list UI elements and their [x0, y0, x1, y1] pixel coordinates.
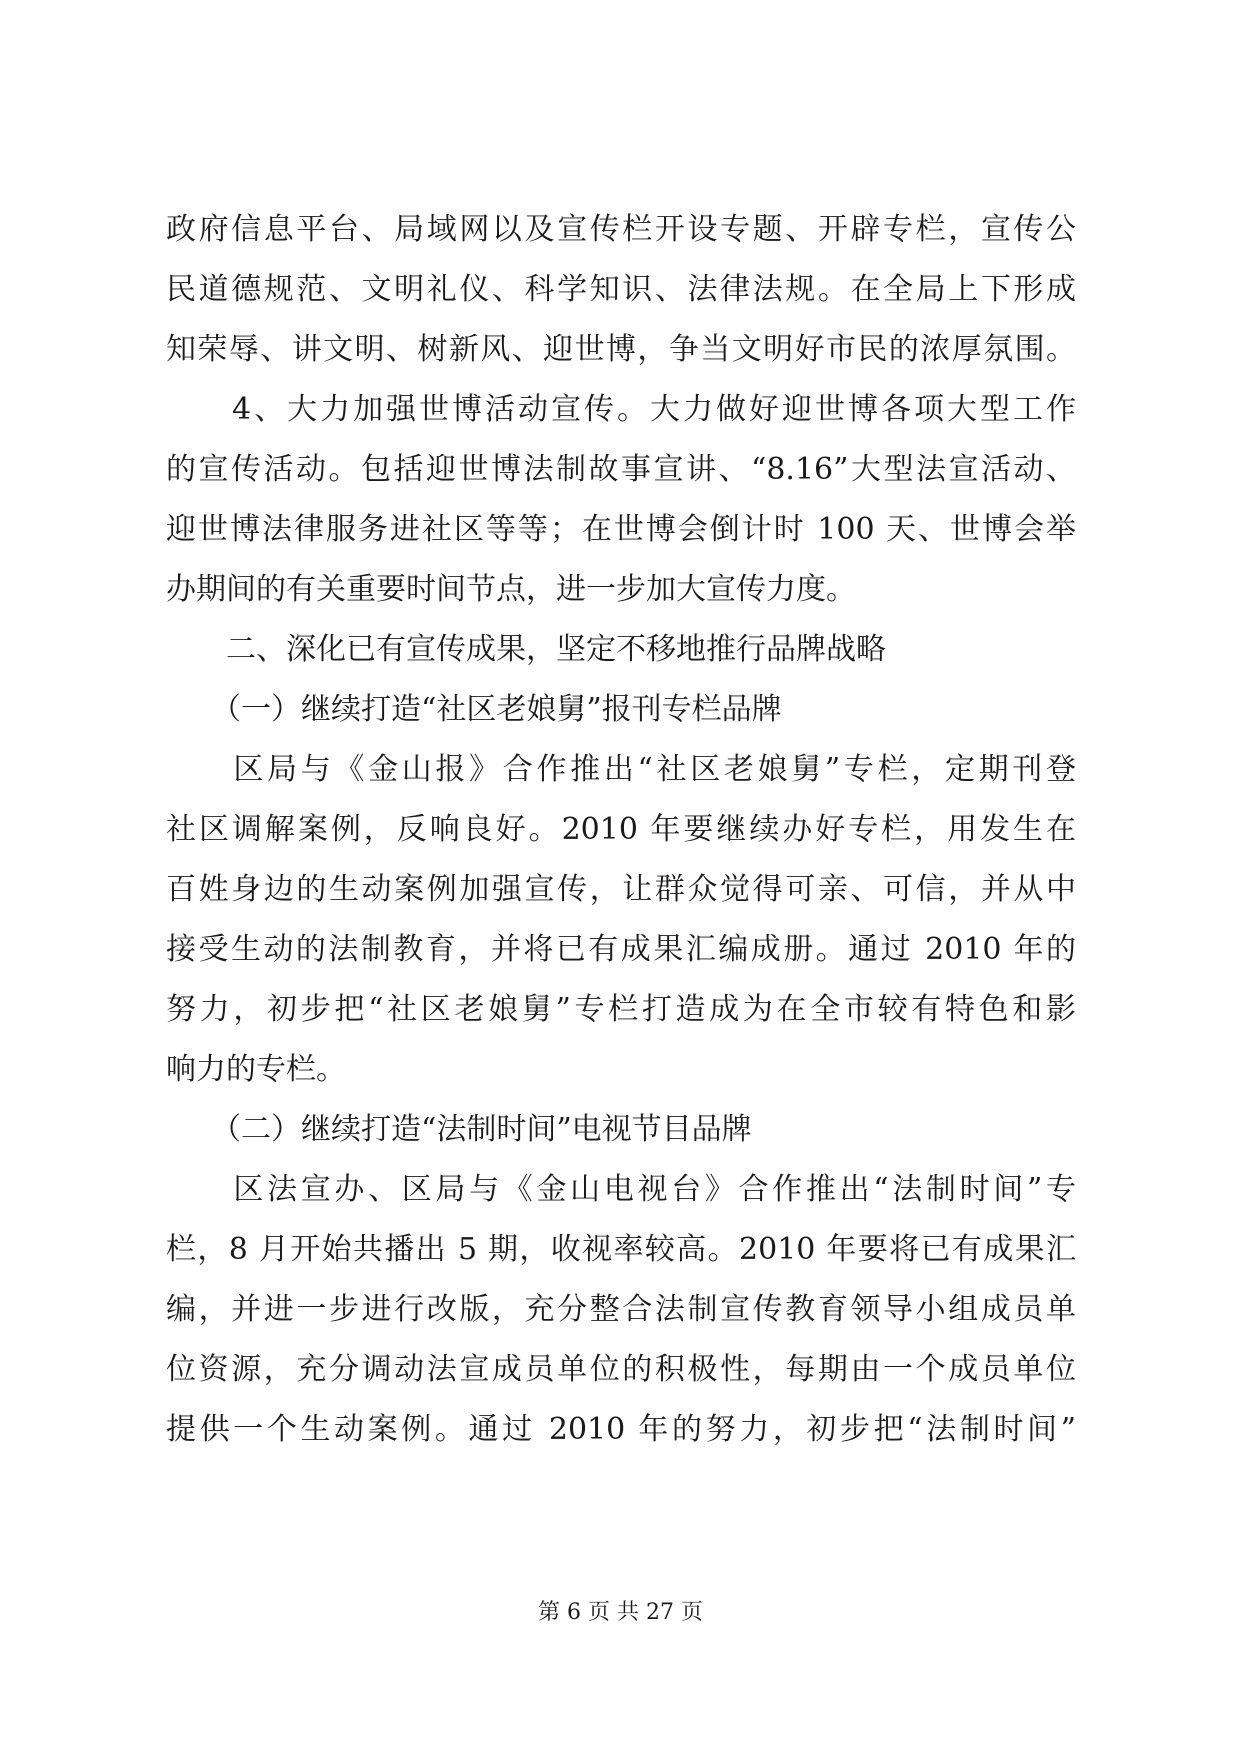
body-text-line: 民道德规范、文明礼仪、科学知识、法律法规。在全局上下形成	[166, 272, 1076, 307]
subsection-heading: （二）继续打造“法制时间”电视节目品牌	[166, 1112, 752, 1147]
body-text-line: 知荣辱、讲文明、树新风、迎世博，争当文明好市民的浓厚氛围。	[166, 332, 1076, 367]
subsection-heading: （一）继续打造“社区老娘舅”报刊专栏品牌	[166, 692, 782, 727]
body-text-line: 百姓身边的生动案例加强宣传，让群众觉得可亲、可信，并从中	[166, 872, 1076, 907]
body-text-line: 栏，8 月开始共播出 5 期，收视率较高。2010 年要将已有成果汇	[166, 1232, 1076, 1267]
body-text-line: 办期间的有关重要时间节点，进一步加大宣传力度。	[166, 572, 856, 607]
body-text-line: 接受生动的法制教育，并将已有成果汇编成册。通过 2010 年的	[166, 932, 1076, 967]
body-text-line: 编，并进一步进行改版，充分整合法制宣传教育领导小组成员单	[166, 1292, 1076, 1327]
body-text-line: 迎世博法律服务进社区等等；在世博会倒计时 100 天、世博会举	[166, 512, 1076, 547]
body-text-line: 政府信息平台、局域网以及宣传栏开设专题、开辟专栏，宣传公	[166, 212, 1076, 247]
body-text-line: 提供一个生动案例。通过 2010 年的努力，初步把“法制时间”	[166, 1412, 1076, 1447]
body-text-line: 区局与《金山报》合作推出“社区老娘舅”专栏，定期刊登	[166, 752, 1076, 787]
body-text-line: 区法宣办、区局与《金山电视台》合作推出“法制时间”专	[166, 1172, 1076, 1207]
body-text-line: 的宣传活动。包括迎世博法制故事宣讲、“8.16”大型法宣活动、	[166, 452, 1076, 487]
body-text-line: 社区调解案例，反响良好。2010 年要继续办好专栏，用发生在	[166, 812, 1076, 847]
page-number-footer: 第 6 页 共 27 页	[538, 1600, 703, 1625]
section-heading: 二、深化已有宣传成果，坚定不移地推行品牌战略	[166, 632, 886, 667]
body-text-line: 努力，初步把“社区老娘舅”专栏打造成为在全市较有特色和影	[166, 992, 1076, 1027]
body-text-line: 响力的专栏。	[166, 1052, 346, 1087]
body-text-line: 4、大力加强世博活动宣传。大力做好迎世博各项大型工作	[166, 392, 1076, 427]
body-text-line: 位资源，充分调动法宣成员单位的积极性，每期由一个成员单位	[166, 1352, 1076, 1387]
